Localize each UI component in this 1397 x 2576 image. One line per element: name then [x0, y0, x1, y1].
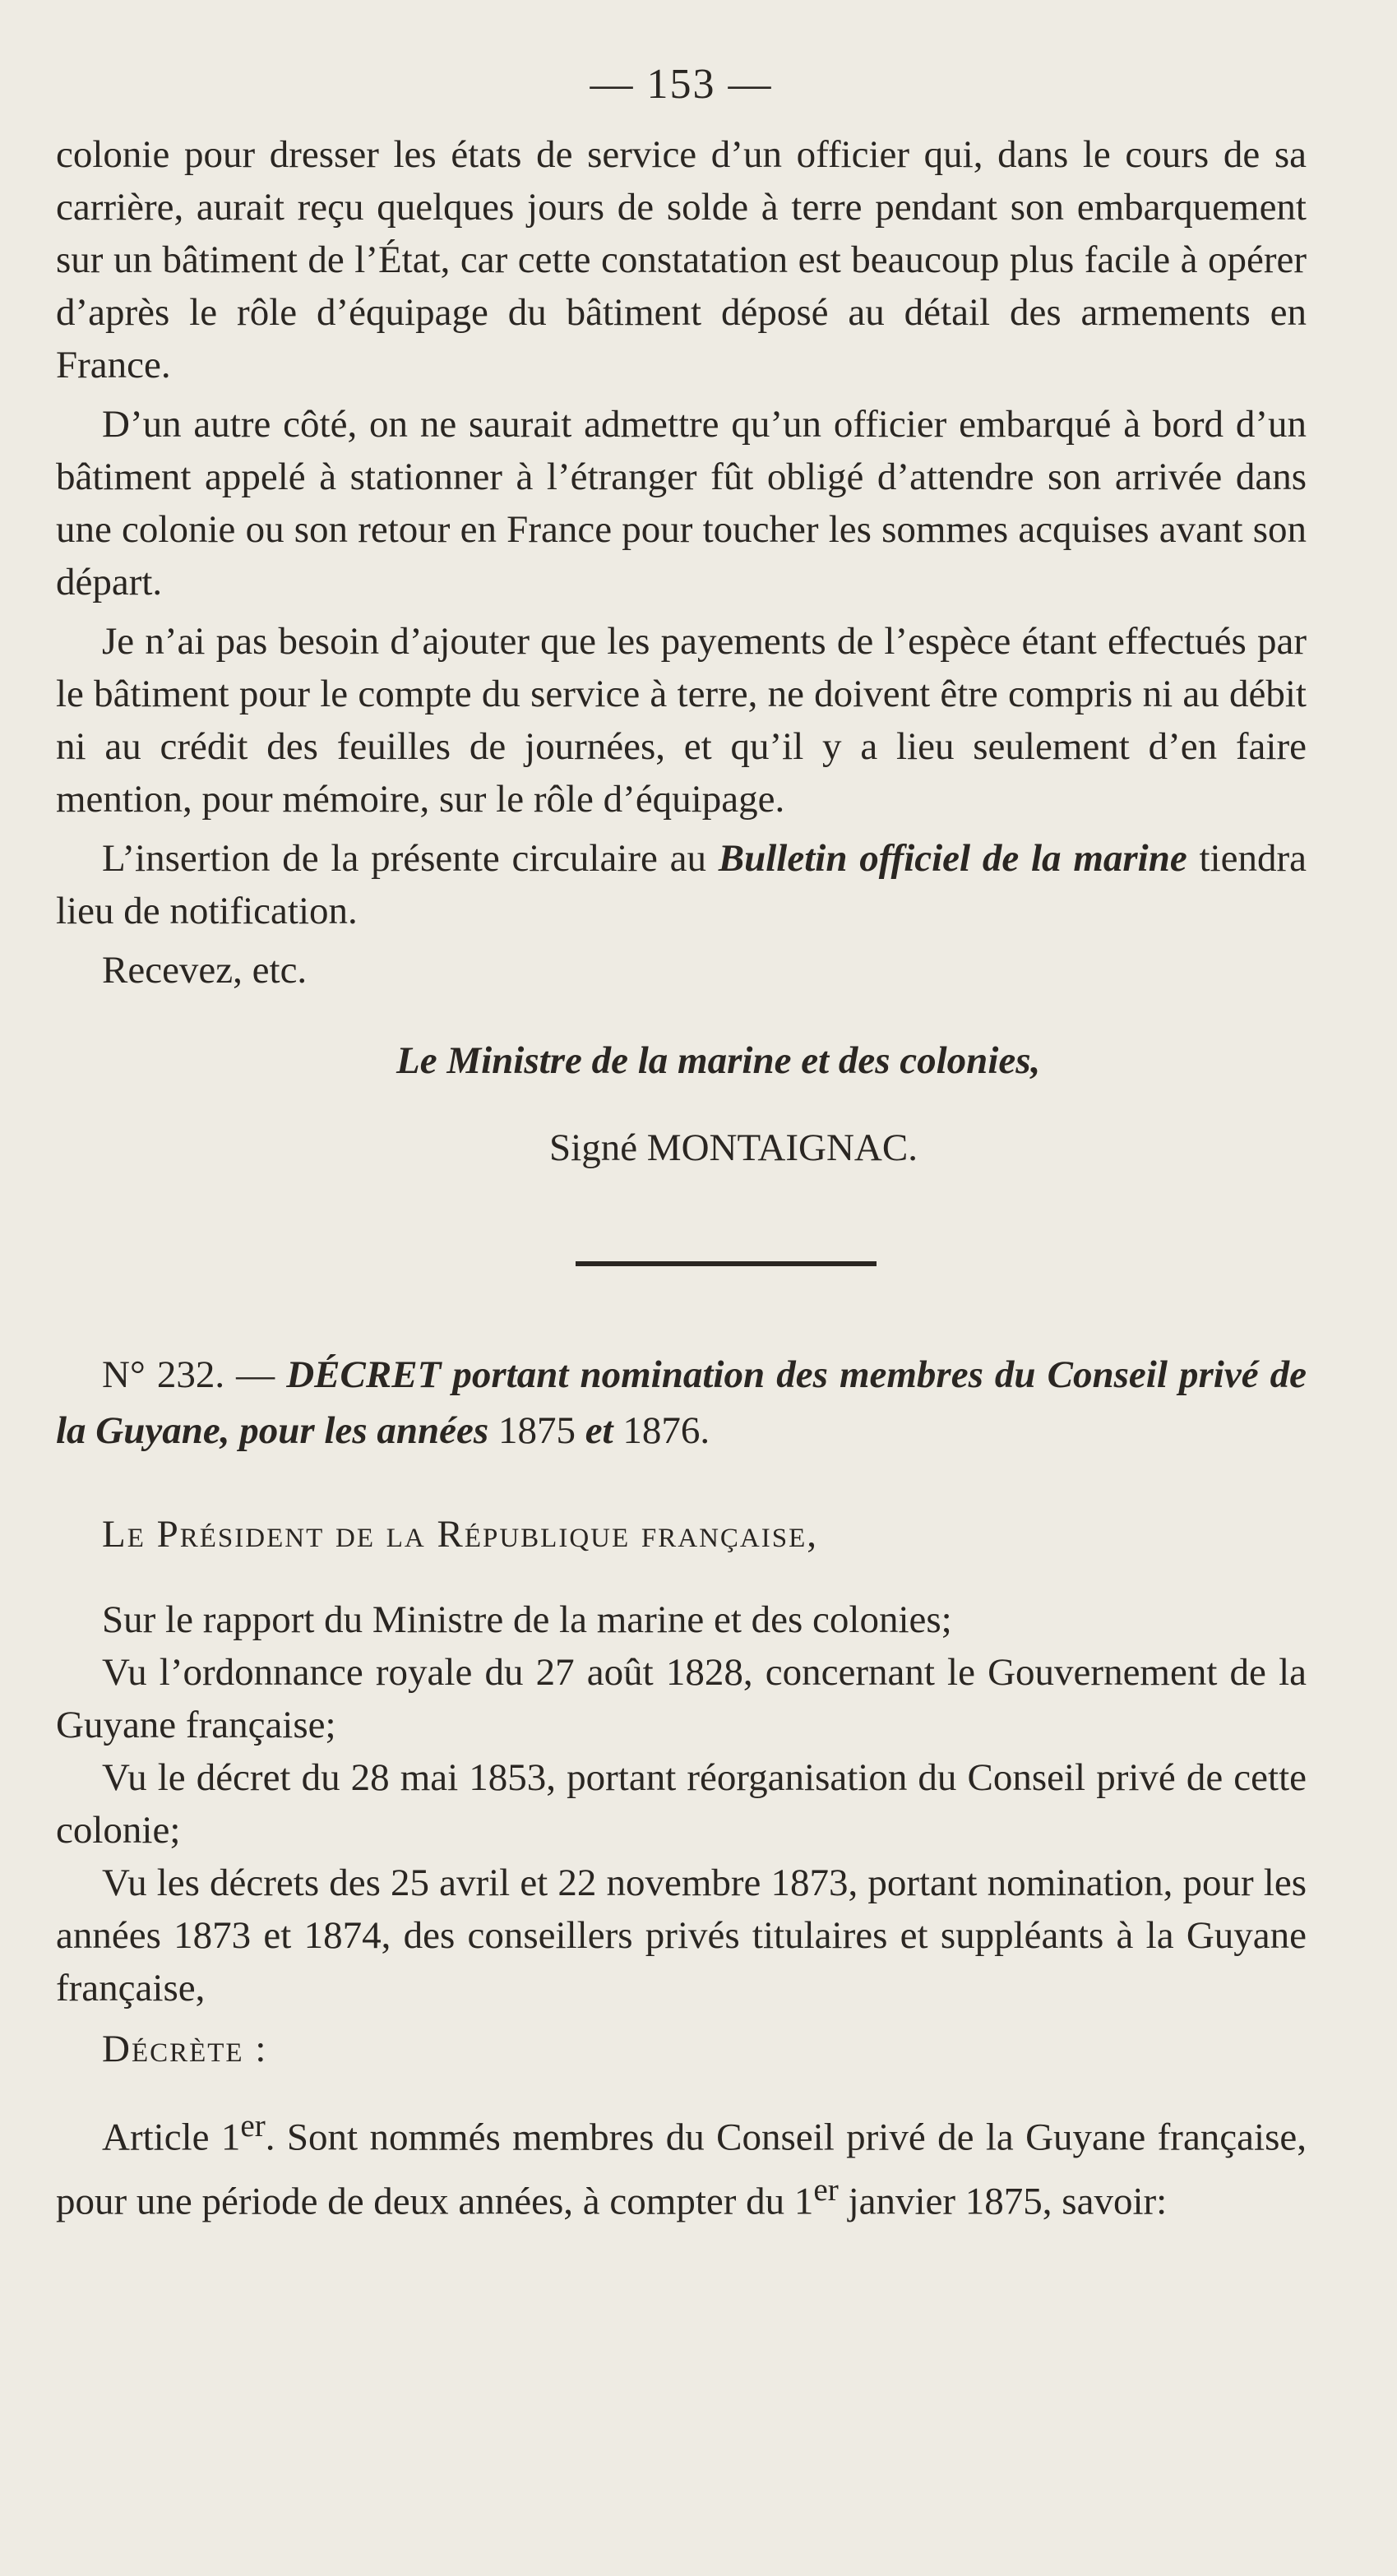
insertion-text-a: L’insertion de la présente circulaire au	[102, 837, 719, 880]
decree-year-2: 1876.	[622, 1409, 710, 1452]
paragraph-insertion	[56, 832, 1307, 937]
paragraph-continuation: colonie pour dresser les états de service d’un officier qui, dans le cours de sa carrière, aurait reçu quelques jours de solde à terre pendant son embarquement sur un bâtiment de l’État, car cette constatation est beaucoup plus facile à opérer d’après le rôle d’équipage du bâtiment déposé au détail des armements en France.	[56, 133, 1307, 386]
paragraph-recevez: Recevez, etc.	[102, 949, 308, 992]
decree-title	[56, 1347, 1307, 1459]
insertion-text-b: tiendra lieu de notification.	[56, 837, 1307, 932]
considerant-decrets-1873: Vu les décrets des 25 avril et 22 novembre 1873, portant nomination, pour les années 1873 et 1874, des conseillers privés titulaires et suppléants à la Guyane française,	[56, 1861, 1307, 2009]
decree-and: et	[575, 1409, 623, 1452]
paragraph-payements: Je n’ai pas besoin d’ajouter que les payements de l’espèce étant effectués par le bâtiment pour le compte du service à terre, ne doivent être compris ni au débit ni au crédit des feuilles de journées, et qu’il y a lieu seulement d’en faire mention, pour mémoire, sur le rôle d’équipage.	[56, 620, 1307, 821]
signature-minister: Le Ministre de la marine et des colonies,	[396, 1039, 1041, 1082]
decree-year-1: 1875	[497, 1409, 576, 1452]
decrete-heading: Décrète :	[102, 2028, 268, 2070]
section-divider	[576, 1261, 877, 1266]
decree-number: N° 232. —	[102, 1353, 287, 1396]
signature-name: Signé MONTAIGNAC.	[549, 1126, 918, 1169]
article-1	[56, 2100, 1307, 2227]
article-sup: er	[240, 2108, 266, 2144]
page-number: — 153 —	[590, 61, 773, 108]
president-heading: Le Président de la République française,	[102, 1513, 819, 1556]
decree-heading: DÉCRET portant nomination des membres du Conseil privé de la Guyane, pour les années	[56, 1353, 1307, 1452]
article-text-b: . Sont nommés membres du Conseil privé de la Guyane française, pour une période de deux années, à compter du 1	[56, 2116, 1307, 2223]
considerant-ordonnance: Vu l’ordonnance royale du 27 août 1828, concernant le Gouvernement de la Guyane française;	[56, 1651, 1307, 1746]
considerant-decret-1853: Vu le décret du 28 mai 1853, portant réorganisation du Conseil privé de cette colonie;	[56, 1756, 1307, 1852]
bulletin-title: Bulletin officiel de la marine	[718, 837, 1187, 880]
article-text-a: Article 1	[102, 2116, 241, 2159]
paragraph-autre-cote: D’un autre côté, on ne saurait admettre qu’un officier embarqué à bord d’un bâtiment appelé à stationner à l’étranger fût obligé d’attendre son arrivée dans une colonie ou son retour en France pour toucher les sommes acquises avant son départ.	[56, 403, 1307, 604]
considerant-rapport: Sur le rapport du Ministre de la marine et des colonies;	[102, 1598, 952, 1641]
article-text-c: janvier 1875, savoir:	[838, 2180, 1168, 2223]
article-sup-2: er	[813, 2171, 839, 2208]
